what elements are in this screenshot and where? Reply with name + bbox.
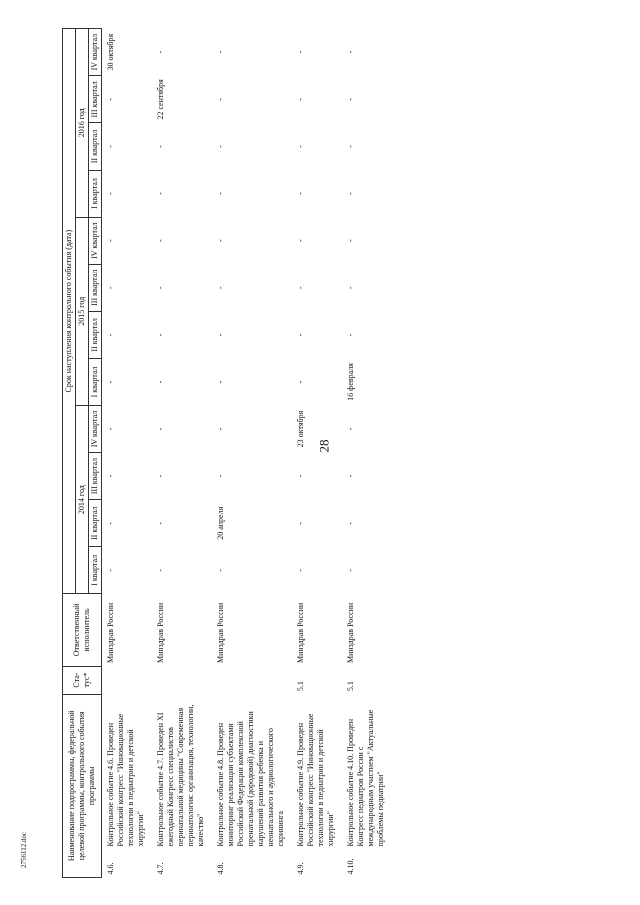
deadline-cell: -: [156, 192, 165, 195]
row-number: 4.10.: [346, 858, 355, 875]
header-year-2015: 2015 год: [76, 217, 89, 405]
deadline-cell: -: [156, 50, 165, 54]
row-number: 4.9.: [296, 862, 305, 875]
deadline-cell: -: [216, 192, 225, 195]
event-name: Контрольное событие 4.8. Проведен мониторинг реализации субъектами Российской Федерации комплексной пренатальной (дородовой) диагностики нарушений развития ребенка и неонатального и аудиологического скрининга: [216, 711, 285, 847]
table-header: [63, 29, 102, 878]
header-status: Ста- тус*: [63, 666, 102, 694]
event-executor: Минздрав России: [156, 602, 165, 664]
rotated-table-container: [62, 28, 632, 878]
table-row: [152, 29, 212, 878]
deadline-cell: -: [216, 568, 225, 572]
deadline-cell: -: [346, 239, 355, 242]
header-quarter: II квартал: [89, 311, 102, 358]
header-year-2016: 2016 год: [76, 29, 89, 218]
deadline-cell: 22 сентября: [156, 79, 165, 120]
deadline-cell: -: [296, 145, 305, 148]
event-status: 5.1: [296, 681, 305, 692]
event-executor: Минздрав России: [346, 602, 355, 664]
event-name: Контрольное событие 4.6. Проведен Российский конгресс "Инновационные технологии в педиатрии и детской хирургии": [106, 713, 145, 847]
deadline-cell: -: [106, 333, 115, 337]
deadline-cell: -: [106, 427, 115, 431]
deadline-cell: -: [156, 521, 165, 525]
deadline-cell: -: [296, 380, 305, 384]
header-quarter: IV квартал: [89, 405, 102, 452]
deadline-cell: -: [296, 474, 305, 478]
deadline-cell: -: [296, 192, 305, 195]
page-number: 28: [316, 439, 332, 453]
header-name: Наименование подпрограммы, федеральной целевой программы, контрольного события программы: [63, 694, 102, 877]
deadline-cell: -: [296, 286, 305, 290]
deadline-cell: -: [216, 50, 225, 54]
table-row: [292, 29, 342, 878]
deadline-cell: -: [216, 239, 225, 242]
table-body: [102, 29, 393, 878]
deadline-cell: -: [216, 380, 225, 384]
event-executor: Минздрав России: [216, 602, 225, 664]
event-name: Контрольное событие 4.7. Проведен XI ежегодный Конгресс специалистов перинатальной медицины "Современная перинатология: организация, технологии, качество": [156, 704, 205, 847]
deadline-cell: -: [216, 286, 225, 290]
deadline-cell: -: [346, 286, 355, 290]
header-quarter: II квартал: [89, 500, 102, 547]
deadline-cell: 20 апреля: [216, 506, 225, 540]
deadline-cell: -: [106, 286, 115, 290]
deadline-cell: -: [106, 239, 115, 242]
deadline-cell: -: [106, 380, 115, 384]
event-status: [152, 666, 212, 694]
deadline-cell: -: [216, 98, 225, 101]
deadline-cell: -: [296, 98, 305, 101]
deadline-cell: -: [156, 380, 165, 384]
header-quarter: III квартал: [89, 76, 102, 123]
deadline-cell: -: [346, 98, 355, 101]
deadline-cell: -: [346, 427, 355, 431]
deadline-cell: -: [346, 521, 355, 525]
deadline-cell: -: [156, 239, 165, 242]
header-quarter: I квартал: [89, 547, 102, 594]
header-quarter: III квартал: [89, 264, 102, 311]
row-number: 4.7.: [156, 862, 165, 875]
deadline-cell: -: [296, 333, 305, 337]
row-number: 4.6.: [106, 862, 115, 875]
deadline-cell: -: [156, 145, 165, 148]
control-events-table: [62, 28, 392, 878]
event-name: Контрольное событие 4.9. Проведен Российский конгресс "Инновационные технологии в педиатрии и детской хирургии": [296, 713, 335, 847]
deadline-cell: -: [296, 239, 305, 242]
deadline-cell: -: [296, 50, 305, 54]
header-quarter: III квартал: [89, 453, 102, 500]
row-number: 4.8.: [216, 862, 225, 875]
event-executor: Минздрав России: [296, 602, 305, 664]
header-deadline: Срок наступления контрольного события (дата): [63, 29, 76, 594]
deadline-cell: -: [216, 474, 225, 478]
deadline-cell: -: [346, 192, 355, 195]
event-name: Контрольное событие 4.10. Проведен Конгресс педиатров России с международным участием "Актуальные проблемы педиатрии": [346, 709, 385, 847]
event-executor: Минздрав России: [106, 602, 115, 664]
deadline-cell: -: [346, 333, 355, 337]
deadline-cell: -: [106, 192, 115, 195]
deadline-cell: -: [106, 474, 115, 478]
header-quarter: I квартал: [89, 358, 102, 405]
deadline-cell: -: [346, 568, 355, 572]
deadline-cell: -: [106, 98, 115, 101]
deadline-cell: -: [106, 145, 115, 148]
deadline-cell: -: [156, 568, 165, 572]
header-year-2014: 2014 год: [76, 405, 89, 593]
table-row: [342, 29, 392, 878]
deadline-cell: -: [156, 333, 165, 337]
event-status: 5.1: [346, 681, 355, 692]
deadline-cell: 30 октября: [106, 33, 115, 71]
event-status: [212, 666, 292, 694]
table-row: [212, 29, 292, 878]
header-quarter: IV квартал: [89, 29, 102, 76]
document-footer: 2756112.doc: [20, 831, 28, 868]
deadline-cell: -: [346, 474, 355, 478]
event-status: [102, 666, 153, 694]
header-quarter: II квартал: [89, 123, 102, 170]
deadline-cell: -: [216, 427, 225, 431]
deadline-cell: -: [156, 427, 165, 431]
deadline-cell: -: [216, 145, 225, 148]
deadline-cell: 23 октября: [296, 410, 305, 448]
deadline-cell: -: [156, 286, 165, 290]
deadline-cell: -: [106, 521, 115, 525]
header-quarter: IV квартал: [89, 217, 102, 264]
deadline-cell: -: [346, 50, 355, 54]
header-quarter: I квартал: [89, 170, 102, 217]
deadline-cell: 16 февраля: [346, 363, 355, 401]
deadline-cell: -: [106, 568, 115, 572]
deadline-cell: -: [296, 568, 305, 572]
header-executor: Ответственный исполнитель: [63, 594, 102, 666]
deadline-cell: -: [346, 145, 355, 148]
deadline-cell: -: [216, 333, 225, 337]
deadline-cell: -: [156, 474, 165, 478]
table-row: [102, 29, 153, 878]
deadline-cell: -: [296, 521, 305, 525]
